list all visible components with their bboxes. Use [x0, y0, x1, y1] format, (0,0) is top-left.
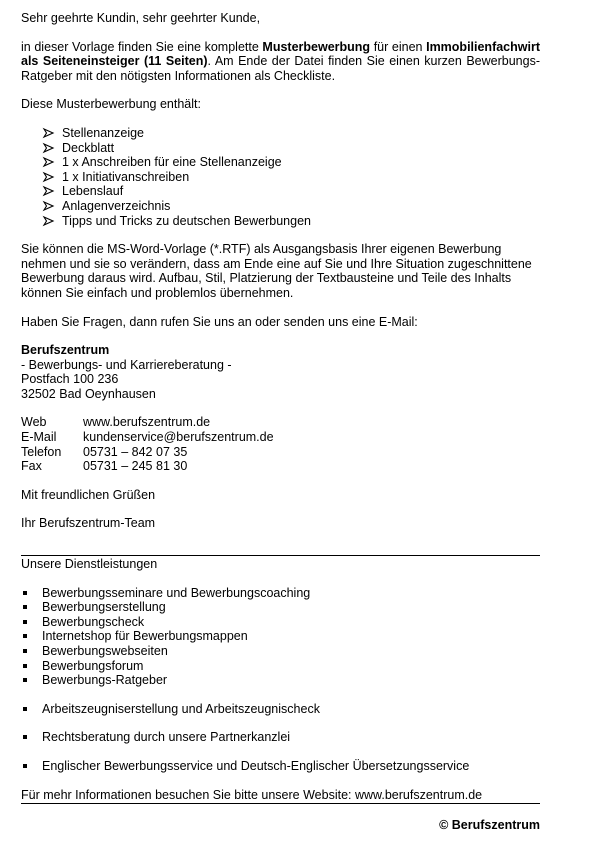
list-item-label: Lebenslauf	[62, 184, 124, 199]
services-list-certificates	[21, 702, 540, 717]
arrowhead-bullet-icon	[42, 199, 56, 213]
list-item	[21, 659, 540, 674]
list-item-label: Tipps und Tricks zu deutschen Bewerbungen	[62, 213, 311, 228]
list-item-label: Bewerbungs-Ratgeber	[42, 673, 168, 688]
services-heading: Unsere Dienstleistungen	[21, 557, 158, 572]
contact-row-phone	[21, 445, 540, 460]
list-item	[21, 600, 540, 615]
contact-row-fax	[21, 459, 540, 474]
list-item	[21, 629, 540, 644]
contact-label: Telefon	[21, 444, 62, 459]
intro-bold-1: Musterbewerbung	[262, 39, 371, 54]
list-item	[42, 170, 540, 185]
intro-text-1: in dieser Vorlage finden Sie eine komplette	[21, 39, 263, 54]
square-bullet-icon	[23, 620, 27, 624]
arrowhead-bullet-icon	[42, 170, 56, 184]
list-item	[21, 615, 540, 630]
list-item	[21, 759, 540, 774]
list-item	[42, 184, 540, 199]
list-item-label: Deckblatt	[62, 140, 115, 155]
company-name: Berufszentrum	[21, 343, 110, 358]
square-bullet-icon	[23, 678, 27, 682]
intro-paragraph	[21, 40, 540, 84]
copyright-notice: © Berufszentrum	[439, 818, 540, 833]
intro-text-3: . Am Ende der Datei finden Sie einen kurzen Bewerbungs-Ratgeber mit den nötigsten Informationen als Checkliste.	[21, 54, 540, 83]
list-item	[21, 586, 540, 601]
square-bullet-icon	[23, 764, 27, 768]
list-item	[42, 199, 540, 214]
contact-phone-value: 05731 – 842 07 35	[83, 444, 188, 459]
list-item	[21, 644, 540, 659]
contact-label: Web	[21, 415, 47, 430]
list-item-label: 1 x Anschreiben für eine Stellenanzeige	[62, 155, 282, 170]
address-block	[21, 343, 540, 401]
intro-bold-2: Immobilienfachwirt als Seiteneinsteiger (11 Seiten)	[21, 39, 540, 69]
list-item	[42, 214, 540, 229]
list-item-label: Stellenanzeige	[62, 125, 145, 140]
arrowhead-bullet-icon	[42, 184, 56, 198]
list-item-label: Anlagenverzeichnis	[62, 198, 171, 213]
list-item-label: Bewerbungswebseiten	[42, 644, 168, 658]
list-item-label: Englischer Bewerbungsservice und Deutsch-Englischer Übersetzungsservice	[42, 758, 470, 773]
list-item	[21, 673, 540, 688]
services-list-english	[21, 759, 540, 774]
list-item-label: Bewerbungscheck	[42, 614, 145, 629]
salutation: Sehr geehrte Kundin, sehr geehrter Kunde,	[21, 11, 261, 25]
contents-heading: Diese Musterbewerbung enthält:	[21, 97, 201, 112]
list-item	[21, 702, 540, 717]
address-street: Postfach 100 236	[21, 372, 119, 387]
company-subtitle: - Bewerbungs- und Karriereberatung -	[21, 357, 232, 372]
list-item-label: Arbeitszeugniserstellung und Arbeitszeugnischeck	[42, 701, 320, 716]
contact-label: Fax	[21, 459, 42, 474]
contact-email-link[interactable]: kundenservice@berufszentrum.de	[83, 430, 274, 445]
list-item	[42, 126, 540, 141]
arrowhead-bullet-icon	[42, 141, 56, 155]
signature: Ihr Berufszentrum-Team	[21, 516, 156, 531]
services-list-main	[21, 586, 540, 688]
square-bullet-icon	[23, 707, 27, 711]
list-item	[42, 155, 540, 170]
list-item-label: Bewerbungsforum	[42, 658, 144, 673]
list-item	[21, 730, 540, 745]
square-bullet-icon	[23, 634, 27, 638]
contact-row-web	[21, 415, 540, 430]
more-info-text[interactable]: Für mehr Informationen besuchen Sie bitte unsere Website: www.berufszentrum.de	[21, 787, 483, 802]
contact-web-link[interactable]: www.berufszentrum.de	[83, 415, 211, 430]
square-bullet-icon	[23, 591, 27, 595]
usage-paragraph: Sie können die MS-Word-Vorlage (*.RTF) als Ausgangsbasis Ihrer eigenen Bewerbung nehmen und sie so verändern, dass am Ende eine auf Sie und Ihre Situation zugeschnittene Bewerbung daraus wird. Aufbau, Stil, Platzierung der Textbausteine und Teile des Inhalts können Sie einfach und problemlos übernehmen.	[21, 242, 532, 300]
divider	[21, 555, 540, 556]
list-item-label: 1 x Initiativanschreiben	[62, 169, 190, 184]
arrowhead-bullet-icon	[42, 214, 56, 228]
list-item-label: Bewerbungserstellung	[42, 600, 166, 615]
list-item-label: Internetshop für Bewerbungsmappen	[42, 629, 248, 644]
arrowhead-bullet-icon	[42, 126, 56, 140]
contents-list	[21, 126, 540, 228]
questions-text: Haben Sie Fragen, dann rufen Sie uns an oder senden uns eine E-Mail:	[21, 314, 418, 329]
contact-block	[21, 415, 540, 473]
list-item-label: Rechtsberatung durch unsere Partnerkanzlei	[42, 730, 291, 745]
document-page	[21, 11, 540, 833]
arrowhead-bullet-icon	[42, 155, 56, 169]
list-item	[42, 141, 540, 156]
contact-label: E-Mail	[21, 430, 57, 445]
contact-row-email	[21, 430, 540, 445]
intro-text-2: für einen	[370, 39, 427, 54]
services-list-legal	[21, 730, 540, 745]
contact-fax-value: 05731 – 245 81 30	[83, 459, 188, 474]
square-bullet-icon	[23, 649, 27, 653]
list-item-label: Bewerbungsseminare und Bewerbungscoaching	[42, 585, 311, 600]
square-bullet-icon	[23, 664, 27, 668]
square-bullet-icon	[23, 605, 27, 609]
closing: Mit freundlichen Grüßen	[21, 487, 156, 502]
address-city: 32502 Bad Oeynhausen	[21, 386, 156, 401]
square-bullet-icon	[23, 735, 27, 739]
